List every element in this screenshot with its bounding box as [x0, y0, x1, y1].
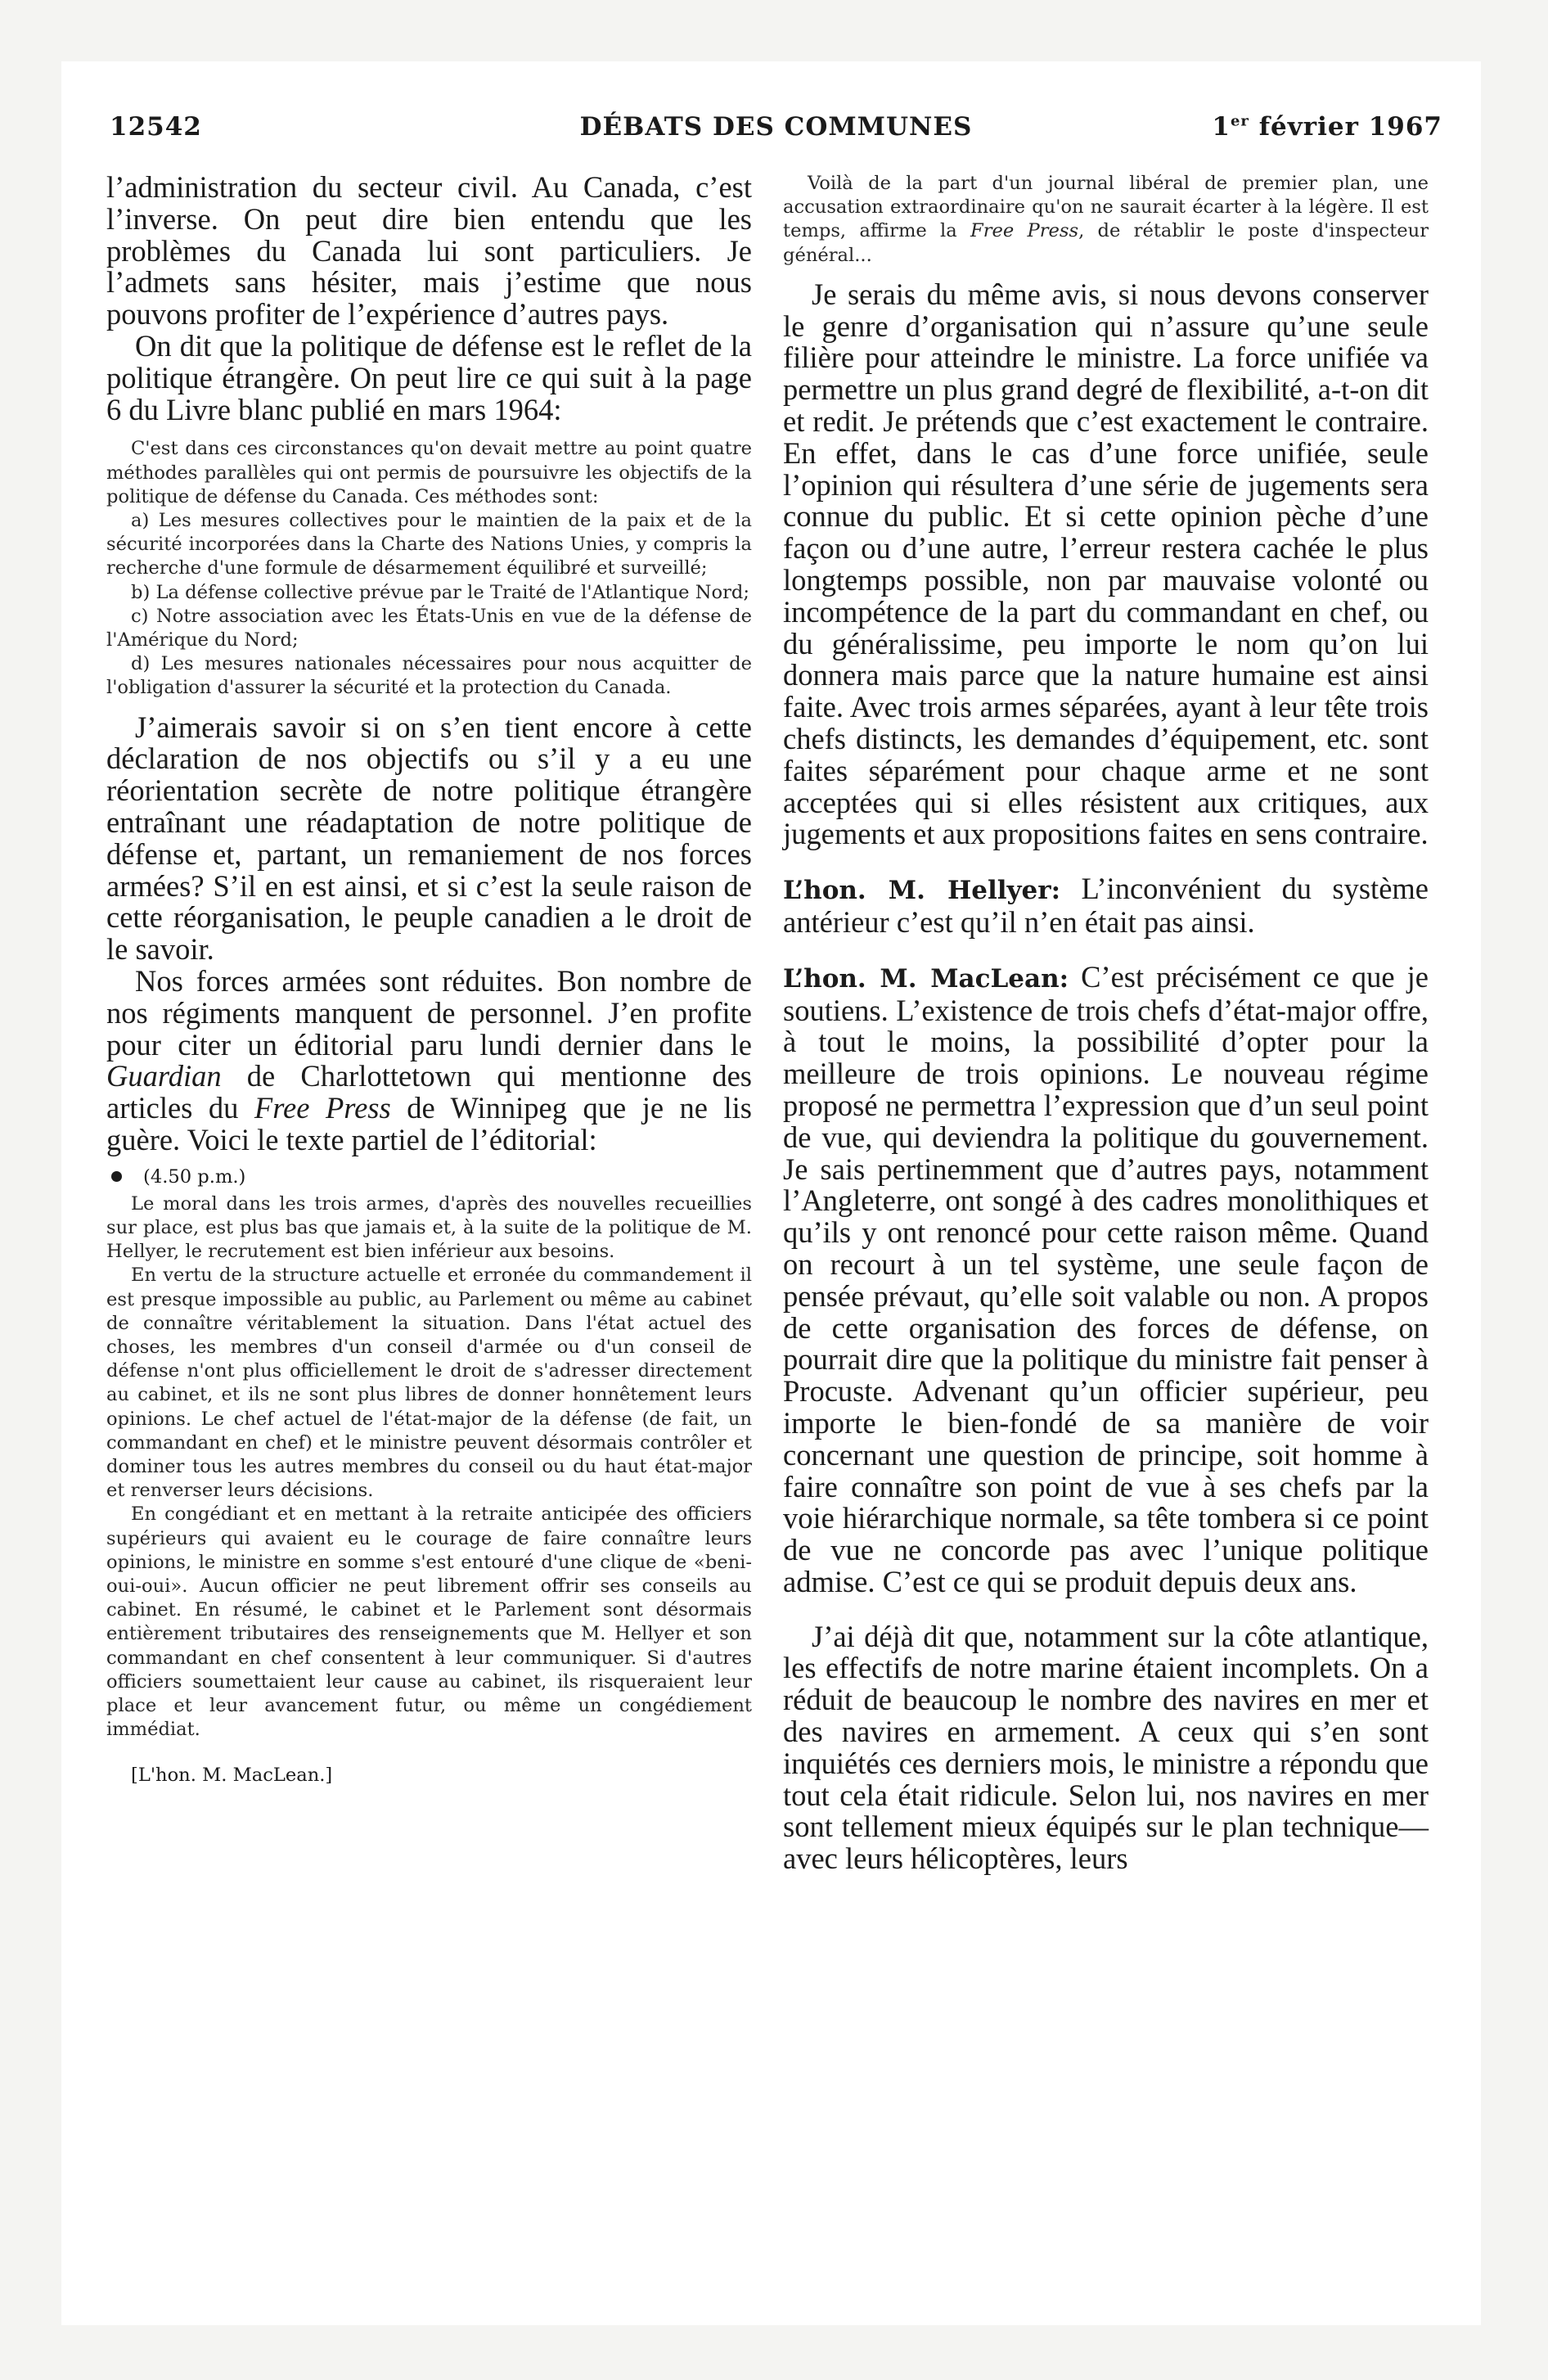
quotation-item: c) Notre association avec les États-Unis en vue de la défense de l'Amérique du Nord; [106, 605, 752, 651]
editorial-quotation: Le moral dans les trois armes, d'après des nouvelles recueillies sur place, est plus bas que jamais et, à la suite de la politique de M. Hellyer, le recrutement est bien inférieur aux besoins. [106, 1192, 752, 1263]
left-column [106, 172, 752, 1787]
editorial-quotation: En vertu de la structure actuelle et erronée du commandement il est presque impossible au public, au Parlement ou même au cabinet de connaître véritablement la situation. Dans l'état actuel des choses, les membres d'un conseil d'armée ou d'un conseil de défense n'ont plus officiellement le droit de s'adresser directement au cabinet, et ils ne sont plus libres de donner honnêtement leurs opinions. Le chef actuel de l'état-major de la défense (de fait, un commandant en chef) et le ministre peuvent désormais contrôler et dominer tous les autres membres du conseil ou du haut état-major et renverser leurs décisions. [106, 1264, 752, 1502]
paragraph: Je serais du même avis, si nous devons conserver le genre d’organisation qui n’assure qu’une seule filière pour atteindre le ministre. La force unifiée va permettre un plus grand degré de flexibilité, a-t-on dit et redit. Je prétends que c’est exactement le contraire. En effet, dans le cas d’une force unifiée, seule l’opinion qui résultera d’une série de jugements sera connue du public. Et si cette opinion pèche d’une façon ou d’une autre, l’erreur restera cachée le plus longtemps possible, non par mauvaise volonté ou incompétence de la part du commandant en chef, ou du généralissime, peu importe le nom qu’on lui donnera mais parce que la nature humaine est ainsi faite. Avec trois armes séparées, ayant à leur tête trois chefs distincts, les demandes d’équipement, etc. sont faites séparément pour chaque arme et ne sont acceptées qui si elles résistent aux critiques, aux jugements et aux propositions faites en sens contraire. [783, 277, 1429, 851]
right-column [783, 172, 1429, 1875]
page-sheet [61, 61, 1481, 2325]
page-number: 12542 [110, 112, 202, 142]
paragraph: l’administration du secteur civil. Au Canada, c’est l’inverse. On peut dire bien entendu que les problèmes du Canada lui sont particuliers. Je l’admets sans hésiter, mais j’estime que nous pouvons profiter de l’expérience d’autres pays. [106, 170, 752, 331]
speaker-attribution: [L'hon. M. MacLean.] [131, 1765, 333, 1787]
paragraph: J’ai déjà dit que, notamment sur la côte atlantique, les effectifs de notre marine étaient incomplets. On a réduit de beaucoup le nombre des navires en mer et des navires en armement. A ceux qui s’en sont inquiétés ces derniers mois, le ministre a répondu que tout cela était ridicule. Selon lui, nos navires en mer sont tellement mieux équipés sur le plan technique—avec leurs hélicoptères, leurs [783, 1619, 1429, 1876]
editorial-quotation: En congédiant et en mettant à la retraite anticipée des officiers supérieurs qui avaient eu le courage de faire connaître leurs opinions, le ministre en somme s'est entouré d'une clique de «beni-oui-oui». Aucun officier ne peut librement offrir ses conseils au cabinet. En résumé, le cabinet et le Parlement sont désormais entièrement tributaires des renseignements que M. Hellyer et son commandant en chef consentent à leur communiquer. Si d'autres officiers soumettaient leur cause au cabinet, ils risqueraient leur place et leur avancement futur, ou même un congédiement immédiat. [106, 1503, 752, 1741]
time-marker: (4.50 p.m.) [106, 1165, 752, 1189]
publication-title: DÉBATS DES COMMUNES [579, 112, 973, 142]
quotation-item: d) Les mesures nationales nécessaires pour nous acquitter de l'obligation d'assurer la sécurité et la protection du Canada. [106, 653, 752, 699]
page-date: 1er février 1967 [1212, 112, 1442, 142]
paragraph: Nos forces armées sont réduites. Bon nombre de nos régiments manquent de personnel. J’en profite pour citer un éditorial paru lundi dernier dans le Guardian de Charlottetown qui mentionne des articles du Free Press de Winnipeg que je ne lis guère. Voici le texte partiel de l’éditorial: [106, 963, 752, 1156]
quotation-item: b) La défense collective prévue par le Traité de l'Atlantique Nord; [131, 581, 749, 603]
quotation: C'est dans ces circonstances qu'on devait mettre au point quatre méthodes parallèles qui ont permis de poursuivre les objectifs de la politique de défense du Canada. Ces méthodes sont: [106, 438, 752, 507]
paragraph: On dit que la politique de défense est le reflet de la politique étrangère. On peut lire ce qui suit à la page 6 du Livre blanc publié en mars 1964: [106, 328, 752, 426]
bullet-icon [111, 1171, 122, 1182]
paragraph: J’aimerais savoir si on s’en tient encore à cette déclaration de nos objectifs ou s’il y a eu une réorientation secrète de notre politique étrangère entraînant une réadaptation de notre politique de défense et, partant, un remaniement de nos forces armées? S’il en est ainsi, et si c’est la seule raison de cette réorganisation, le peuple canadien a le droit de le savoir. [106, 710, 752, 967]
page-header [110, 112, 1442, 153]
quotation: Voilà de la part d'un journal libéral de premier plan, une accusation extraordinaire qu'on ne saurait écarter à la légère. Il est temps, affirme la Free Press, de rétablir le poste d'inspecteur général... [783, 173, 1429, 266]
speaker-name: L’hon. M. Hellyer: [783, 876, 1061, 906]
quotation-item: a) Les mesures collectives pour le maintien de la paix et de la sécurité incorporées dans la Charte des Nations Unies, y compris la recherche d'une formule de désarmement équilibré et surveillé; [106, 509, 752, 579]
speech-maclean: L’hon. M. MacLean: C’est précisément ce que je soutiens. L’existence de trois chefs d’état-major offre, à tout le moins, la possibilité d’opter pour la meilleure de trois opinions. Le nouveau régime proposé ne permettra l’expression que d’un seul point de vue, qui deviendra la politique du gouvernement. Je sais pertinemment que d’autres pays, notamment l’Angleterre, ont songé à des cadres monolithiques et qu’ils y ont renoncé pour cette raison même. Quand on recourt à un tel système, une seule façon de pensée prévaut, qu’elle soit valable ou non. A propos de cette organisation des forces de défense, on pourrait dire que la politique du ministre fait penser à Procuste. Advenant qu’un officier supérieur, peu importe le bien-fondé de sa manière de voir concernant une question de principe, soit homme à faire connaître son point de vue à ses chefs par la voie hiérarchique normale, sa tête tombera si ce point de vue ne concorde pas avec l’unique politique admise. C’est ce qui se produit depuis deux ans. [783, 959, 1429, 1598]
speaker-name: L’hon. M. MacLean: [783, 963, 1069, 994]
speech-hellyer: L’hon. M. Hellyer: L’inconvénient du système antérieur c’est qu’il n’en était pas ainsi. [783, 872, 1429, 939]
